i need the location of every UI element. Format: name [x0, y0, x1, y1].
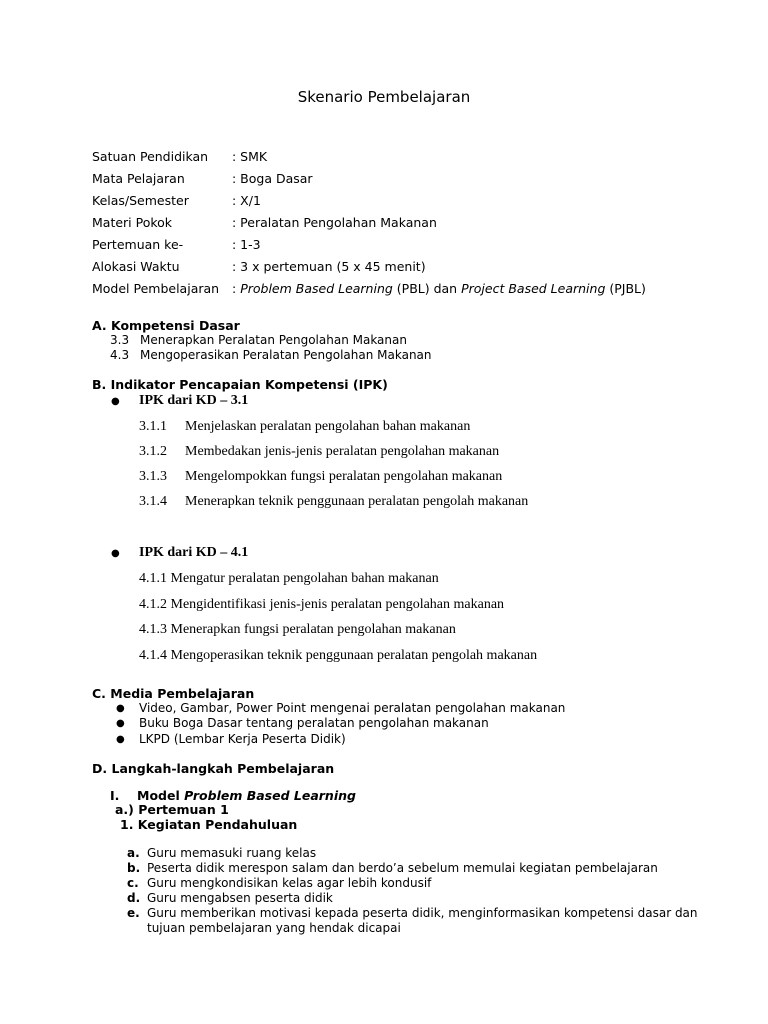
identity-value: : 3 x pertemuan (5 x 45 menit)	[232, 259, 426, 274]
section-heading: A. Kompetensi Dasar	[92, 318, 240, 333]
step-text: Peserta didik merespon salam dan berdo’a sebelum memulai kegiatan pembelajaran	[147, 861, 658, 875]
model-title: Model Problem Based Learning	[137, 788, 356, 803]
section-heading: B. Indikator Pencapaian Kompetensi (IPK)	[92, 377, 388, 392]
identity-label: Kelas/Semester	[92, 193, 189, 208]
identity-value: : SMK	[232, 149, 268, 164]
ipk-text: Menjelaskan peralatan pengolahan bahan makanan	[185, 419, 471, 434]
ipk-text: 4.1.1 Mengatur peralatan pengolahan bahan makanan	[139, 571, 439, 586]
media-item: Buku Boga Dasar tentang peralatan pengolahan makanan	[139, 716, 489, 730]
bullet-icon: ●	[116, 718, 125, 729]
media-item: LKPD (Lembar Kerja Peserta Didik)	[139, 732, 346, 746]
step-text: Guru mengabsen peserta didik	[147, 891, 333, 905]
ipk-text: Menerapkan teknik penggunaan peralatan pengolah makanan	[185, 494, 529, 509]
identity-label: Model Pembelajaran	[92, 281, 220, 296]
ipk-number: 3.1.1	[139, 419, 167, 434]
bullet-icon: ●	[116, 734, 125, 745]
ipk-number: 3.1.3	[139, 469, 167, 484]
ipk-text: Mengelompokkan fungsi peralatan pengolahan makanan	[185, 469, 503, 484]
identity-value: : X/1	[232, 193, 261, 208]
step-letter: d.	[127, 891, 141, 905]
step-text: Guru mengkondisikan kelas agar lebih kondusif	[147, 876, 432, 890]
section-heading: D. Langkah-langkah Pembelajaran	[92, 761, 335, 776]
kd-text: Menerapkan Peralatan Pengolahan Makanan	[140, 333, 407, 347]
ipk-text: 4.1.4 Mengoperasikan teknik penggunaan peralatan pengolah makanan	[139, 648, 538, 663]
section-heading: C. Media Pembelajaran	[92, 686, 255, 701]
ipk-number: 3.1.2	[139, 444, 167, 459]
identity-label: Pertemuan ke-	[92, 237, 184, 252]
ipk-text: 4.1.3 Menerapkan fungsi peralatan pengolahan makanan	[139, 622, 456, 637]
ipk-number: 3.1.4	[139, 494, 167, 509]
media-item: Video, Gambar, Power Point mengenai peralatan pengolahan makanan	[139, 701, 566, 715]
step-letter: e.	[127, 906, 140, 920]
identity-label: Satuan Pendidikan	[92, 149, 209, 164]
ipk-text: 4.1.2 Mengidentifikasi jenis-jenis peralatan pengolahan makanan	[139, 597, 505, 612]
ipk-group-title: IPK dari KD – 3.1	[139, 393, 249, 408]
bullet-icon: ●	[116, 703, 125, 714]
step-text: Guru memasuki ruang kelas	[147, 846, 317, 860]
identity-label: Mata Pelajaran	[92, 171, 185, 186]
step-letter: a.	[127, 846, 140, 860]
kd-number: 3.3	[110, 333, 130, 347]
bullet-icon: ●	[111, 396, 120, 407]
step-text-continued: tujuan pembelajaran yang hendak dicapai	[147, 921, 401, 935]
model-value: : Problem Based Learning (PBL) dan Project Based Learning (PJBL)	[232, 281, 646, 296]
step-letter: c.	[127, 876, 139, 890]
step-text: Guru memberikan motivasi kepada peserta didik, menginformasikan kompetensi dasar dan	[147, 906, 698, 920]
ipk-group-title: IPK dari KD – 4.1	[139, 545, 249, 560]
activity-title: 1. Kegiatan Pendahuluan	[120, 817, 298, 832]
step-letter: b.	[127, 861, 141, 875]
identity-label: Materi Pokok	[92, 215, 173, 230]
kd-number: 4.3	[110, 348, 130, 362]
page-title: Skenario Pembelajaran	[297, 88, 471, 106]
identity-value: : Peralatan Pengolahan Makanan	[232, 215, 437, 230]
meeting-title: a.) Pertemuan 1	[115, 802, 229, 817]
identity-label: Alokasi Waktu	[92, 259, 180, 274]
bullet-icon: ●	[111, 548, 120, 559]
ipk-text: Membedakan jenis-jenis peralatan pengolahan makanan	[185, 444, 500, 459]
model-number: I.	[110, 788, 120, 803]
kd-text: Mengoperasikan Peralatan Pengolahan Makanan	[140, 348, 432, 362]
identity-value: : 1-3	[232, 237, 261, 252]
identity-value: : Boga Dasar	[232, 171, 313, 186]
